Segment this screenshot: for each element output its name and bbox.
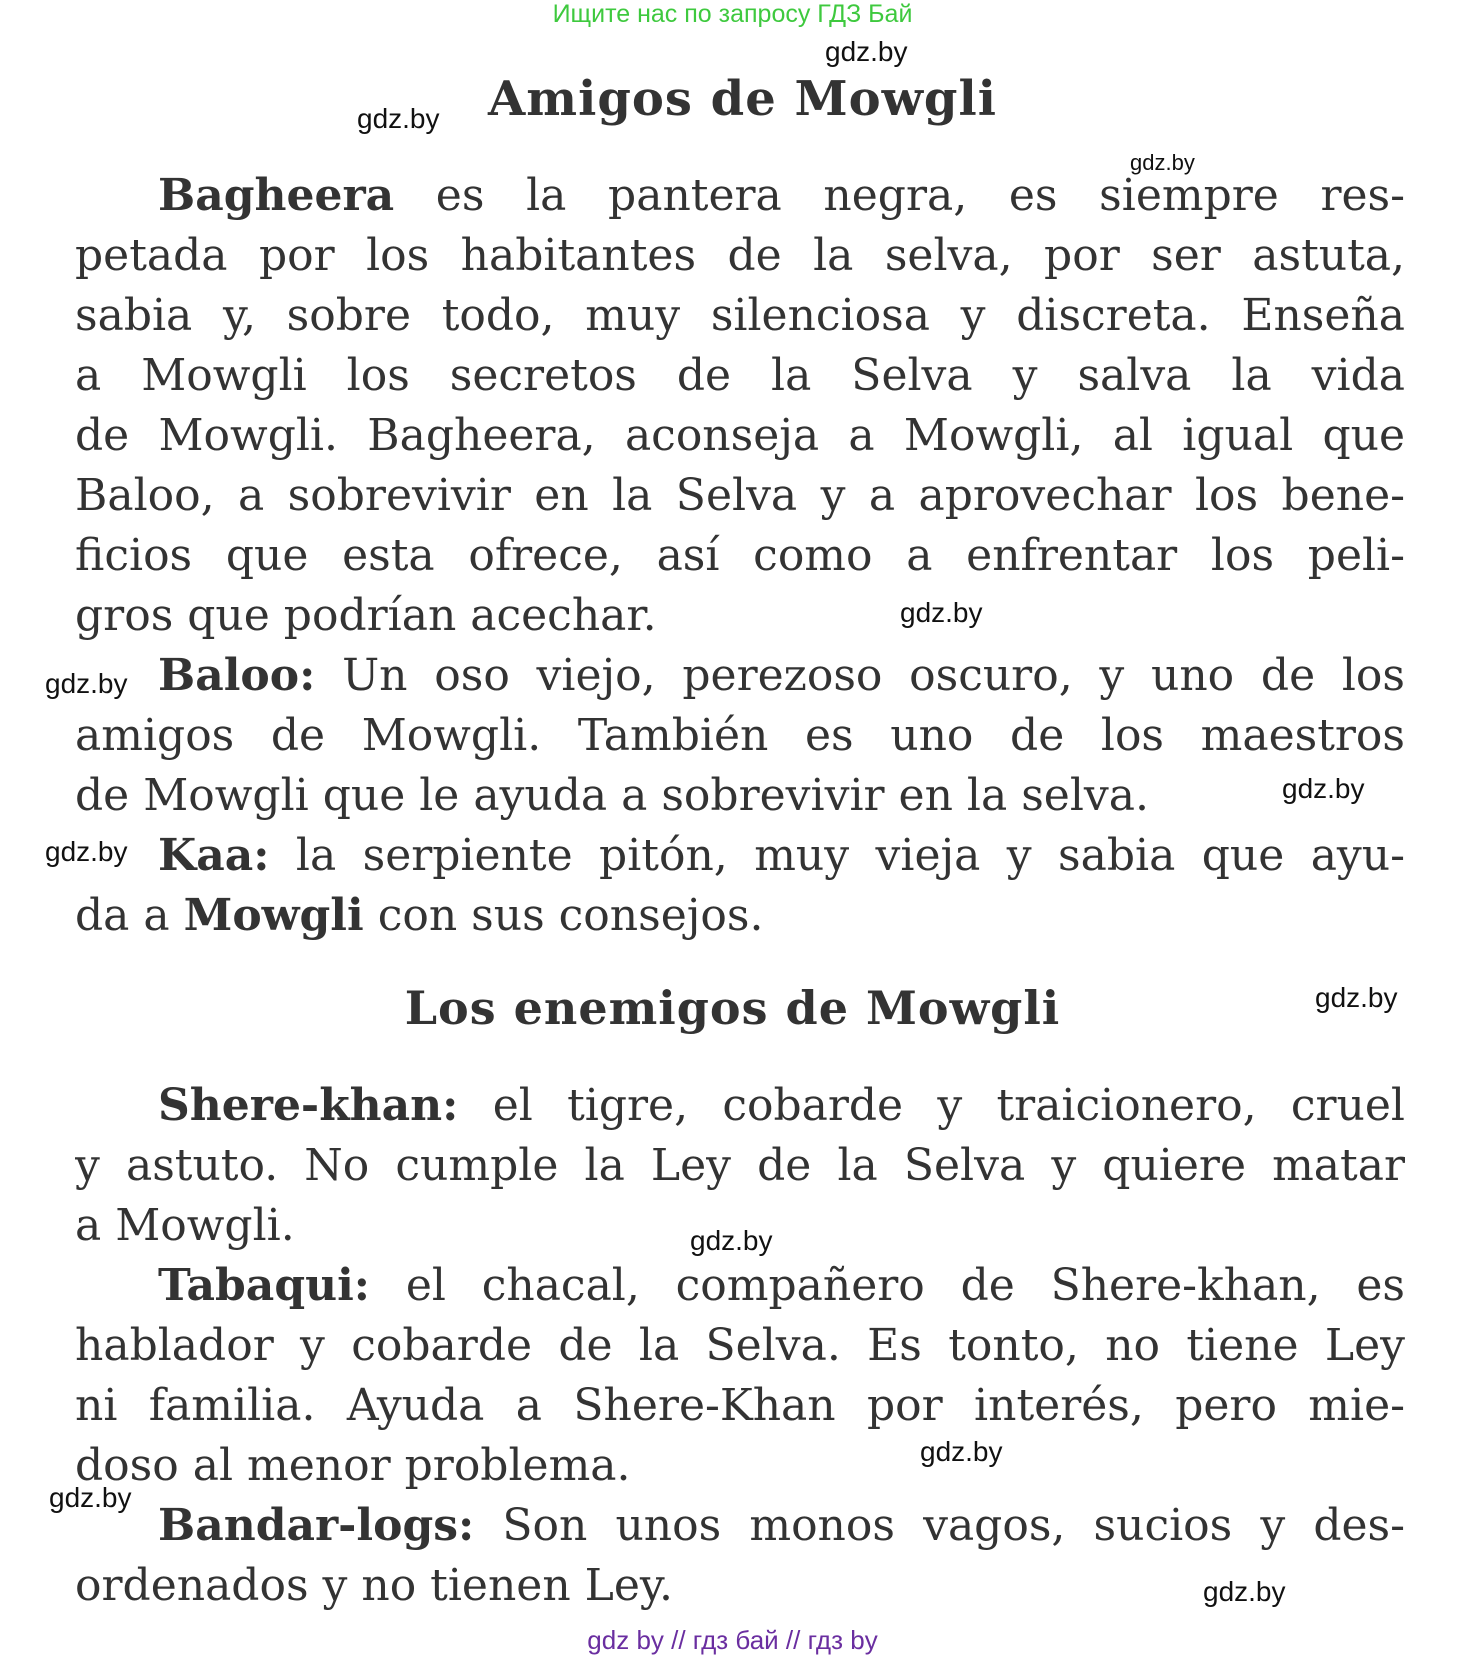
section-title-friends: Amigos de Mowgli (488, 71, 997, 127)
paragraph-line (158, 1256, 1405, 1316)
paragraph-line (75, 886, 1405, 946)
text-span: Un oso viejo, perezoso oscuro, y uno de los (315, 650, 1405, 701)
watermark: gdz.by (920, 1436, 1003, 1467)
text-span: es la pantera negra, es siempre res- (394, 170, 1405, 221)
paragraph-line (158, 646, 1405, 706)
paragraph-line: doso al menor problema. (75, 1440, 631, 1491)
paragraph-line: hablador y cobarde de la Selva. Es tonto, no tiene Ley (75, 1320, 1405, 1371)
top-banner: Ищите нас по запросу ГДЗ Бай (552, 0, 913, 28)
text-span: con sus consejos. (363, 890, 764, 941)
watermark: gdz.by (1203, 1576, 1286, 1607)
paragraph-line: a Mowgli. (75, 1200, 295, 1251)
watermark: gdz.by (1282, 773, 1365, 804)
text-span: da a (75, 890, 184, 941)
paragraph-line: ficios que esta ofrece, así como a enfrentar los peli- (75, 530, 1405, 581)
paragraph-line (158, 166, 1405, 226)
term-bandar-logs: Bandar-logs: (158, 1500, 475, 1551)
term-shere-khan: Shere-khan: (158, 1080, 459, 1131)
paragraph-line (158, 826, 1405, 886)
paragraph-line: de Mowgli. Bagheera, aconseja a Mowgli, al igual que (75, 410, 1405, 461)
watermark: gdz.by (900, 597, 983, 628)
paragraph-line: amigos de Mowgli. También es uno de los maestros (75, 710, 1405, 761)
paragraph-line: ni familia. Ayuda a Shere-Khan por interés, pero mie- (75, 1380, 1405, 1431)
term-baloo: Baloo: (158, 650, 316, 701)
watermark: gdz.by (1315, 982, 1398, 1013)
watermark: gdz.by (825, 36, 908, 67)
paragraph-line: gros que podrían acechar. (75, 590, 657, 641)
term-kaa: Kaa: (158, 830, 270, 881)
paragraph-line: y astuto. No cumple la Ley de la Selva y quiere matar (75, 1140, 1405, 1191)
text-span: la serpiente pitón, muy vieja y sabia que ayu- (269, 830, 1405, 881)
watermark: gdz.by (357, 103, 440, 134)
footer-watermark: gdz by // гдз бай // гдз by (587, 1625, 878, 1655)
text-span: el tigre, cobarde y traicionero, cruel (458, 1080, 1405, 1131)
section-title-enemies: Los enemigos de Mowgli (404, 981, 1061, 1035)
text-span: Son unos monos vagos, sucios y des- (474, 1500, 1405, 1551)
paragraph-line: Baloo, a sobrevivir en la Selva y a aprovechar los bene- (75, 470, 1405, 521)
paragraph-line: ordenados y no tienen Ley. (75, 1560, 673, 1611)
watermark: gdz.by (1130, 150, 1195, 175)
paragraph-line: sabia y, sobre todo, muy silenciosa y discreta. Enseña (75, 290, 1405, 341)
paragraph-line (158, 1076, 1405, 1136)
watermark: gdz.by (49, 1482, 132, 1513)
paragraph-line: petada por los habitantes de la selva, por ser astuta, (75, 230, 1405, 281)
watermark: gdz.by (690, 1225, 773, 1256)
paragraph-line (158, 1496, 1405, 1556)
term-bagheera: Bagheera (158, 170, 395, 221)
term-mowgli: Mowgli (183, 890, 364, 941)
term-tabaqui: Tabaqui: (158, 1260, 371, 1311)
paragraph-line: de Mowgli que le ayuda a sobrevivir en la selva. (75, 770, 1149, 821)
watermark: gdz.by (45, 836, 128, 867)
watermark: gdz.by (45, 668, 128, 699)
text-span: el chacal, compañero de Shere-khan, es (370, 1260, 1405, 1311)
paragraph-line: a Mowgli los secretos de la Selva y salva la vida (75, 350, 1405, 401)
